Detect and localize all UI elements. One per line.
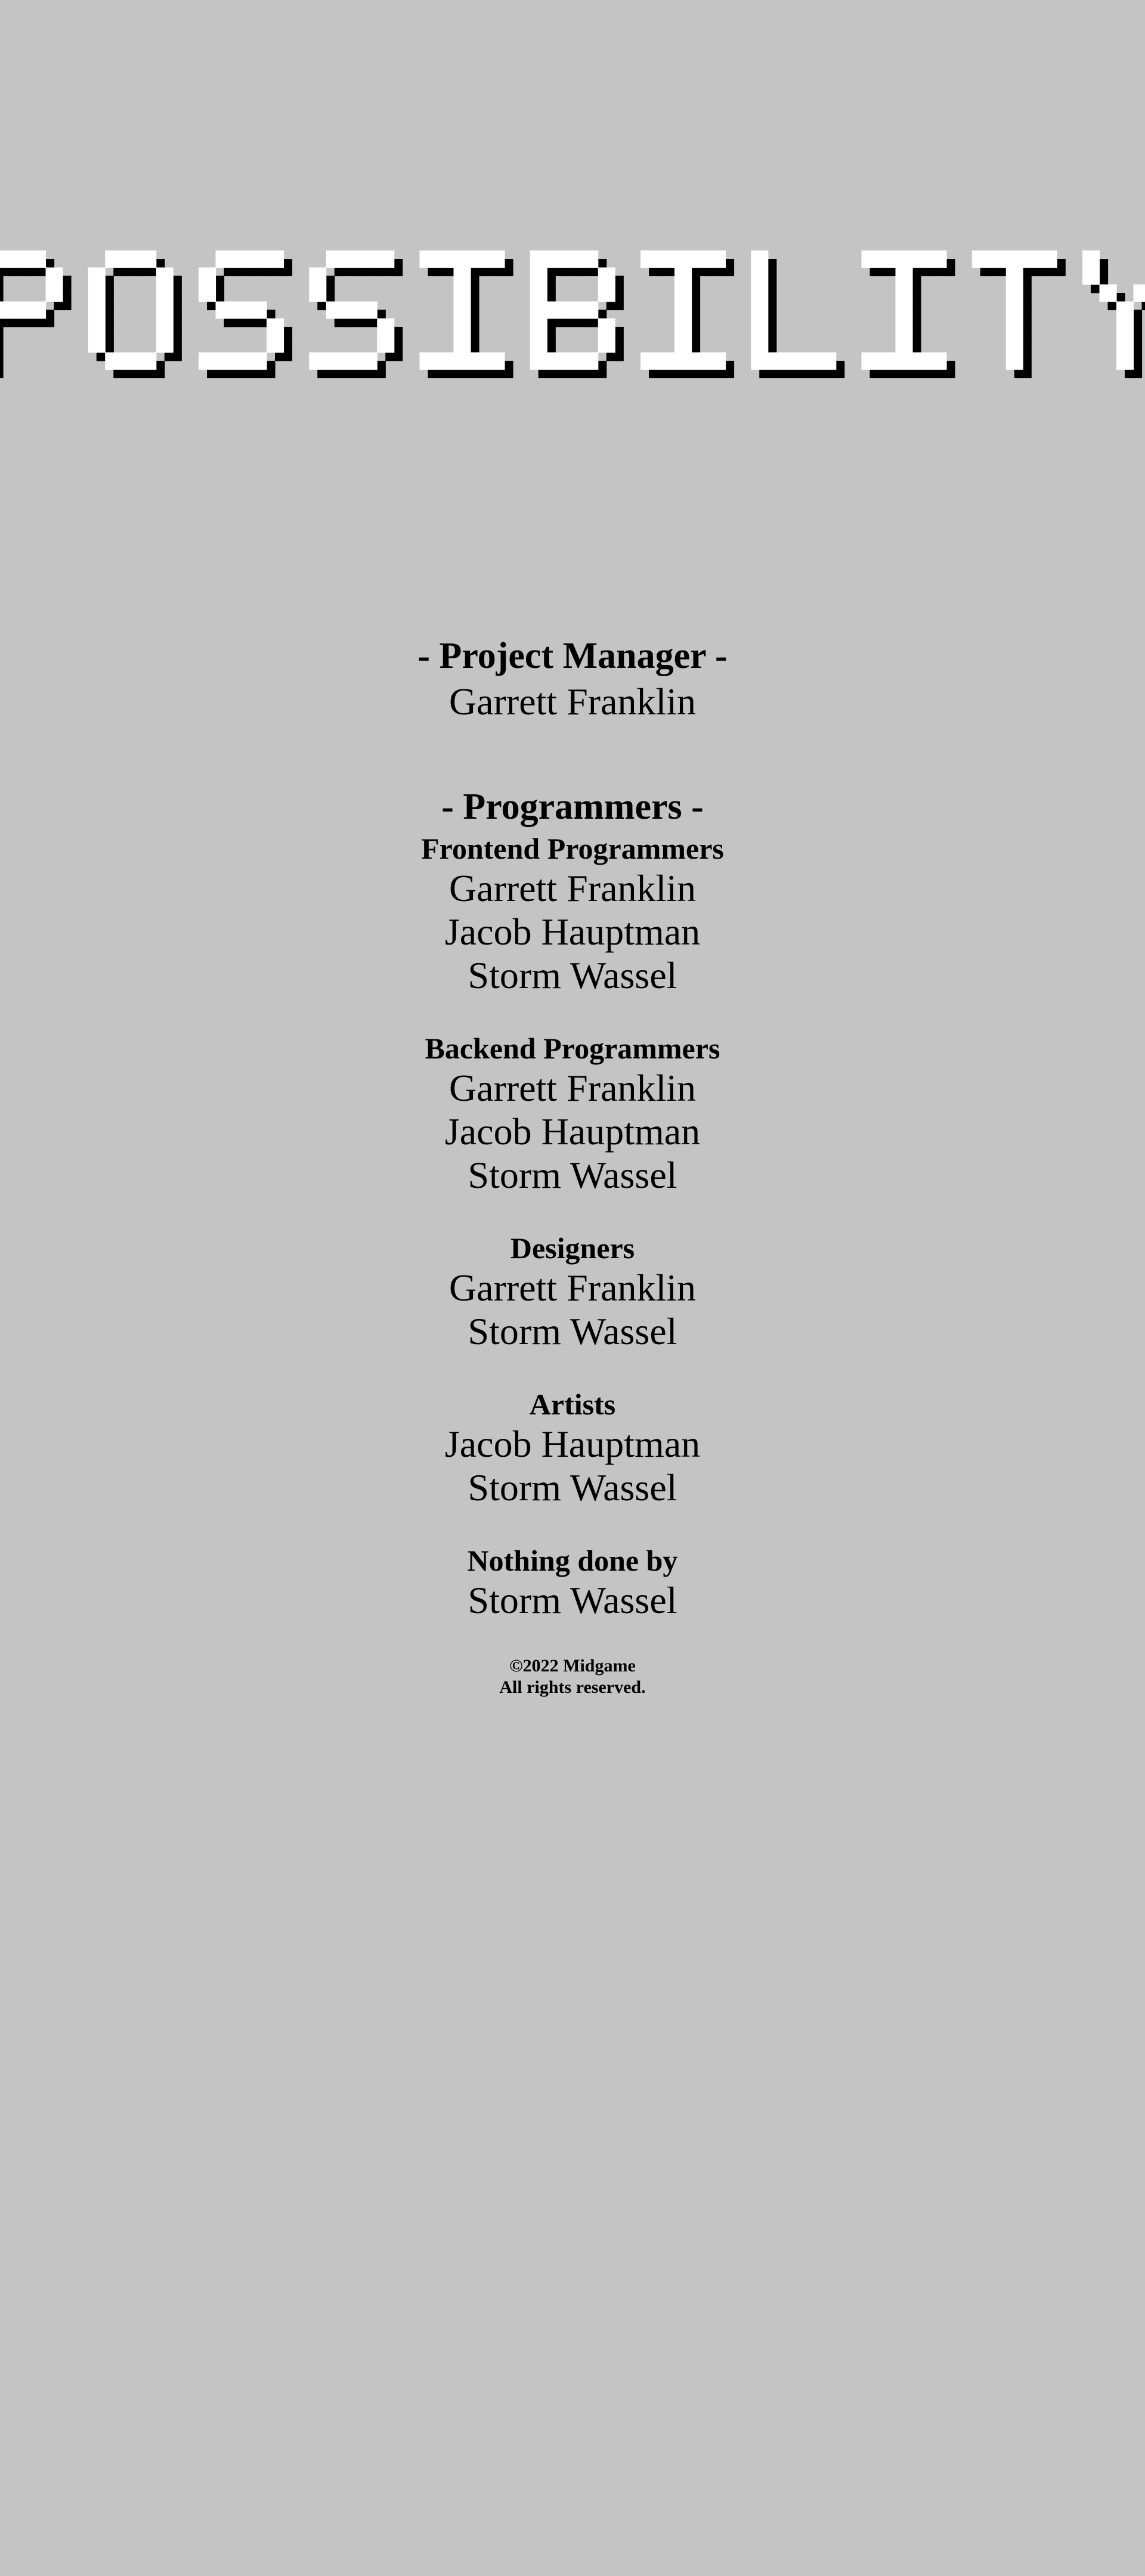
credit-name: Garrett Franklin [448,1067,697,1109]
credit-name: Garrett Franklin [448,680,697,723]
frontend-programmers-group [0,831,1145,997]
credit-name: Storm Wassel [468,954,677,996]
section-title: - Programmers - [441,787,704,827]
credit-name: Garrett Franklin [448,1267,697,1309]
project-manager-section [0,632,1145,723]
group-title: Backend Programmers [425,1032,720,1065]
copyright-footer [0,1655,1145,1698]
credit-name: Jacob Hauptman [444,1423,701,1465]
copyright-text: ©2022 Midgame [509,1656,636,1676]
logo-letter [751,250,836,370]
credit-name: Storm Wassel [468,1579,677,1621]
rights-text: All rights reserved. [499,1677,646,1697]
credits-list [0,632,1145,1698]
group-title: Designers [510,1231,635,1265]
artists-section [0,1386,1145,1509]
section-title: - Project Manager - [417,636,728,676]
credit-name: Storm Wassel [468,1154,677,1196]
group-title: Nothing done by [467,1544,678,1577]
credit-name: Jacob Hauptman [444,911,701,953]
designers-section [0,1230,1145,1353]
credit-name: Garrett Franklin [448,867,697,909]
game-title-logo [0,239,1145,405]
backend-programmers-group [0,1030,1145,1197]
programmers-section [0,783,1145,1197]
group-title: Artists [529,1388,616,1421]
nothing-done-by-section [0,1543,1145,1622]
group-title: Frontend Programmers [421,832,724,865]
credit-name: Storm Wassel [468,1310,677,1352]
credit-name: Jacob Hauptman [444,1110,701,1153]
credit-name: Storm Wassel [468,1466,677,1509]
